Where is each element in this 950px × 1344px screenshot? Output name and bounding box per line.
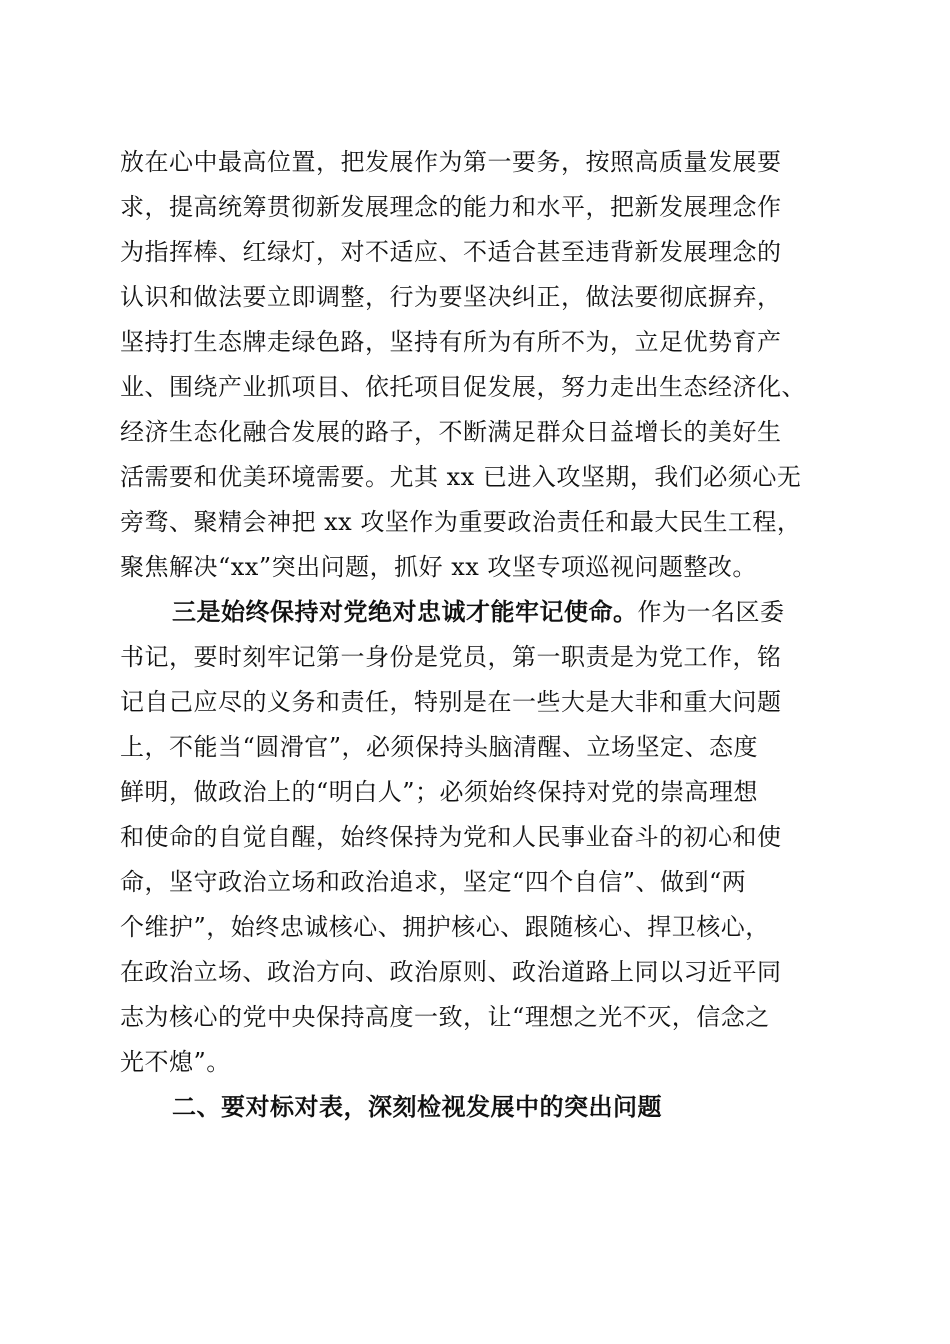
paragraph-lead-heading: 三是始终保持对党绝对忠诚才能牢记使命。 — [172, 597, 638, 626]
text-line: 和使命的自觉自醒，始终保持为党和人民事业奋斗的初心和使 — [120, 823, 782, 851]
text-line: 志为核心的党中央保持高度一致，让“理想之光不灭，信念之 — [120, 1003, 770, 1031]
text-line: 上，不能当“圆滑官”，必须保持头脑清醒、立场坚定、态度 — [120, 733, 759, 761]
text-line: 命，坚守政治立场和政治追求，坚定“四个自信”、做到“两 — [120, 868, 747, 896]
section-heading: 二、要对标对表，深刻检视发展中的突出问题 — [172, 1092, 662, 1121]
text-line: 鲜明，做政治上的“明白人”；必须始终保持对党的崇高理想 — [120, 778, 759, 806]
text-line: 个维护”，始终忠诚核心、拥护核心、跟随核心、捍卫核心， — [120, 913, 770, 941]
text-line: 书记，要时刻牢记第一身份是党员，第一职责是为党工作，铭 — [120, 643, 782, 671]
text-line: 聚焦解决“xx”突出问题，抓好 xx 攻坚专项巡视问题整改。 — [120, 553, 757, 581]
paragraph-lead-text: 作为一名区委 — [637, 598, 785, 626]
text-line: 记自己应尽的义务和责任，特别是在一些大是大非和重大问题 — [120, 688, 782, 716]
text-line: 在政治立场、政治方向、政治原则、政治道路上同以习近平同 — [120, 958, 782, 986]
text-line: 坚持打生态牌走绿色路，坚持有所为有所不为，立足优势育产 — [120, 328, 782, 356]
text-line: 经济生态化融合发展的路子，不断满足群众日益增长的美好生 — [120, 418, 782, 446]
paragraph-first-line — [172, 597, 892, 627]
text-line: 活需要和优美环境需要。尤其 xx 已进入攻坚期，我们必须心无 — [120, 463, 802, 491]
text-line: 业、围绕产业抓项目、依托项目促发展，努力走出生态经济化、 — [120, 373, 806, 401]
text-line: 光不熄”。 — [120, 1048, 231, 1076]
text-line: 旁骛、聚精会神把 xx 攻坚作为重要政治责任和最大民生工程， — [120, 508, 802, 536]
text-line: 为指挥棒、红绿灯，对不适应、不适合甚至违背新发展理念的 — [120, 238, 782, 266]
text-line: 求，提高统筹贯彻新发展理念的能力和水平，把新发展理念作 — [120, 193, 782, 221]
text-line: 认识和做法要立即调整，行为要坚决纠正，做法要彻底摒弃， — [120, 283, 782, 311]
text-line: 放在心中最高位置，把发展作为第一要务，按照高质量发展要 — [120, 148, 782, 176]
